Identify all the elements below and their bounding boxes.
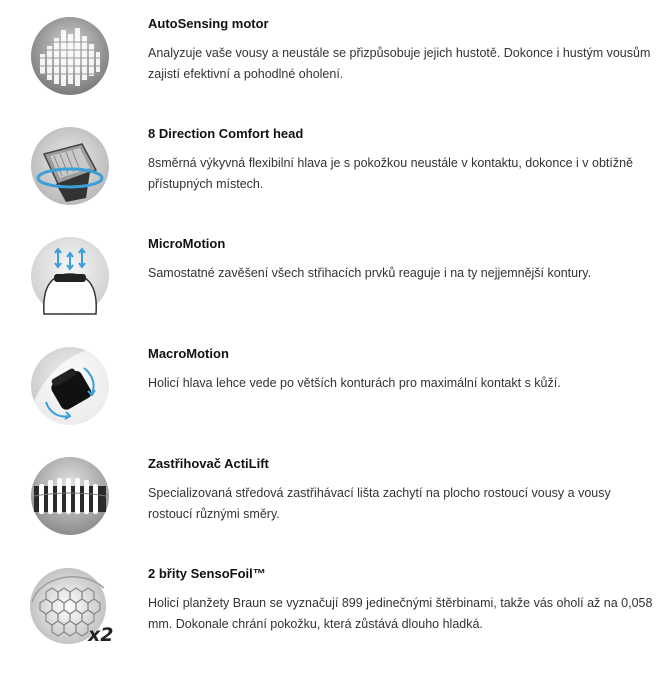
- feature-title: AutoSensing motor: [148, 16, 269, 31]
- feature-title: MacroMotion: [148, 346, 229, 361]
- sensofoil-icon: [26, 562, 118, 654]
- feature-description: Samostatné zavěšení všech střihacích prvků reaguje i na ty nejjemnější kontury.: [148, 266, 592, 280]
- x2-badge: x2: [88, 624, 114, 646]
- micromotion-icon: [30, 236, 110, 316]
- feature-sensofoil: [0, 550, 672, 660]
- feature-description: Holicí planžety Braun se vyznačují 899 jedinečnými štěrbinami, takže vás oholí až na 0,058 mm. Dokonale chrání pokožku, která zůstává dlouho hladká.: [148, 596, 653, 631]
- feature-title: 8 Direction Comfort head: [148, 126, 304, 141]
- trimmer-icon: [30, 456, 110, 536]
- feature-title: MicroMotion: [148, 236, 226, 251]
- feature-description: 8směrná výkyvná flexibilní hlava je s pokožkou neustále v kontaktu, dokonce i v obtížně přístupných místech.: [148, 156, 633, 191]
- feature-macromotion: [0, 330, 672, 440]
- autosensing-motor-icon: [30, 16, 110, 96]
- feature-direction-head: [0, 110, 672, 220]
- feature-autosensing: [0, 0, 672, 110]
- feature-title: Zastřihovač ActiLift: [148, 456, 269, 471]
- shaver-head-icon: [30, 126, 110, 206]
- feature-micromotion: [0, 220, 672, 330]
- feature-description: Holicí hlava lehce vede po větších konturách pro maximální kontakt s kůží.: [148, 376, 561, 390]
- feature-description: Specializovaná středová zastřihávací lišta zachytí na plocho rostoucí vousy a vousy rostoucí různými směry.: [148, 486, 611, 521]
- feature-title: 2 břity SensoFoil™: [148, 566, 266, 581]
- feature-actilift-trimmer: [0, 440, 672, 550]
- feature-description: Analyzuje vaše vousy a neustále se přizpůsobuje jejich hustotě. Dokonce i hustým vousům zajistí efektivní a pohodlné oholení.: [148, 46, 651, 81]
- macromotion-icon: [30, 346, 110, 426]
